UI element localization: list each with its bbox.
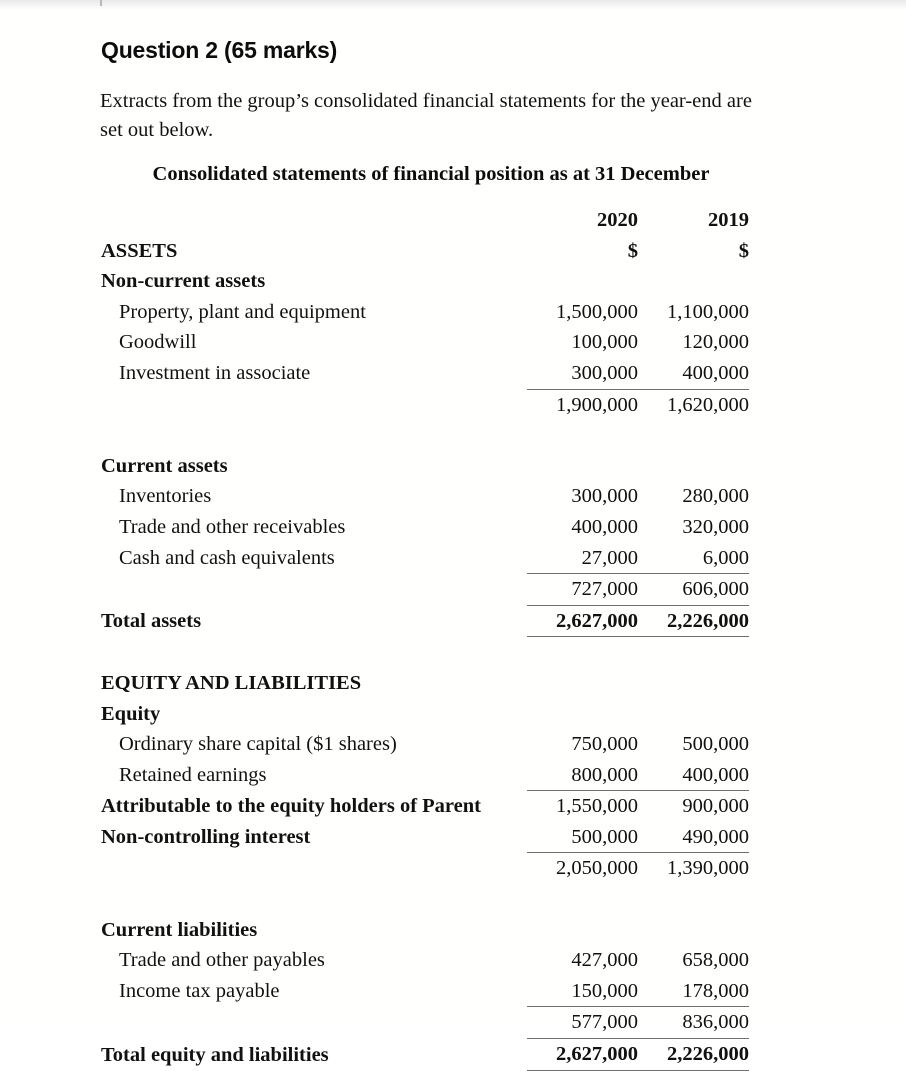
total-value-total-equity-and-liabilities-2020: 2,627,000	[527, 1039, 638, 1071]
row-value-ordinary-share-capital-2019: 500,000	[682, 733, 749, 756]
total-row-total-assets	[101, 605, 749, 637]
scan-edge-artifact	[0, 0, 906, 9]
spacer	[101, 884, 749, 915]
row-label-income-tax-payable: Income tax payable	[119, 980, 280, 1003]
row-value-trade-and-other-receivables-2019: 320,000	[682, 515, 749, 538]
header-label-cell	[101, 205, 527, 236]
table-row	[101, 358, 749, 389]
table-row-attributable-to-parent	[101, 791, 749, 822]
row-value-trade-and-other-payables-2020: 427,000	[571, 949, 638, 972]
row-value-inventories-2019: 280,000	[682, 485, 749, 508]
table-header-years	[101, 205, 749, 236]
subtotal-row-non-current-assets	[101, 389, 749, 420]
subtotal-value-current-liabilities-2020: 577,000	[527, 1007, 638, 1039]
row-value-non-controlling-interest-2020: 500,000	[571, 825, 638, 848]
table-row	[101, 481, 749, 512]
row-value-ordinary-share-capital-2020: 750,000	[571, 733, 638, 756]
subtotal-value-current-liabilities-2019: 836,000	[638, 1007, 749, 1039]
table-row	[101, 512, 749, 543]
row-value-income-tax-payable-2019: 178,000	[682, 979, 749, 1002]
subtotal-value-current-assets-2020: 727,000	[527, 574, 638, 606]
group-heading-non-current-assets-row	[101, 266, 749, 297]
row-label-retained-earnings: Retained earnings	[119, 764, 267, 787]
spacer	[101, 420, 749, 451]
row-label-goodwill: Goodwill	[119, 331, 197, 354]
total-value-total-assets-2020: 2,627,000	[527, 605, 638, 637]
header-year-2019: 2019	[708, 209, 749, 231]
row-label-attributable-to-parent: Attributable to the equity holders of Parent	[101, 795, 481, 818]
row-label-cash-and-cash-equivalents: Cash and cash equivalents	[119, 547, 335, 570]
total-label-total-equity-and-liabilities: Total equity and liabilities	[101, 1043, 329, 1066]
row-value-goodwill-2019: 120,000	[682, 331, 749, 354]
total-row-total-equity-and-liabilities	[101, 1039, 749, 1071]
table-row	[101, 543, 749, 574]
row-value-retained-earnings-2019: 400,000	[682, 763, 749, 786]
question-heading: Question 2 (65 marks)	[101, 37, 338, 63]
row-label-trade-and-other-payables: Trade and other payables	[119, 949, 325, 972]
section-heading-equity-and-liabilities-row	[101, 668, 749, 699]
row-value-retained-earnings-2020: 800,000	[571, 763, 638, 786]
group-heading-equity: Equity	[101, 702, 161, 725]
total-value-total-assets-2019: 2,226,000	[638, 605, 749, 637]
subtotal-value-total-equity-2020: 2,050,000	[527, 853, 638, 884]
group-heading-current-liabilities: Current liabilities	[101, 918, 258, 941]
section-heading-equity-and-liabilities: EQUITY AND LIABILITIES	[101, 671, 362, 694]
group-heading-current-assets-row	[101, 451, 749, 482]
scan-edge-tick	[100, 0, 102, 6]
intro-paragraph: Extracts from the group’s consolidated financial statements for the year-end are set out below.	[100, 90, 752, 141]
subtotal-value-non-current-assets-2019: 1,620,000	[638, 389, 749, 420]
financial-position-table	[101, 205, 749, 1071]
row-value-non-controlling-interest-2019: 490,000	[682, 825, 749, 848]
table-row	[101, 729, 749, 760]
row-label-investment-in-associate: Investment in associate	[119, 362, 311, 385]
header-currency-2019: $	[738, 239, 749, 262]
header-currency-2020: $	[627, 239, 638, 262]
subtotal-label-current-assets	[101, 574, 527, 606]
row-value-investment-in-associate-2020: 300,000	[571, 361, 638, 384]
row-value-income-tax-payable-2020: 150,000	[571, 979, 638, 1002]
row-value-cash-and-cash-equivalents-2020: 27,000	[581, 546, 638, 569]
table-row	[101, 760, 749, 791]
subtotal-row-current-assets	[101, 574, 749, 606]
row-value-ppe-2019: 1,100,000	[667, 300, 749, 323]
table-row-non-controlling-interest	[101, 822, 749, 853]
subtotal-label-non-current-assets	[101, 389, 527, 420]
total-value-total-equity-and-liabilities-2019: 2,226,000	[638, 1039, 749, 1071]
row-label-inventories: Inventories	[119, 485, 212, 508]
header-year-2020: 2020	[597, 209, 638, 231]
subtotal-value-current-assets-2019: 606,000	[638, 574, 749, 606]
row-label-trade-and-other-receivables: Trade and other receivables	[119, 515, 346, 538]
row-value-inventories-2020: 300,000	[571, 485, 638, 508]
group-heading-non-current-assets: Non-current assets	[101, 270, 266, 293]
table-row	[101, 945, 749, 976]
total-label-total-assets: Total assets	[101, 610, 202, 633]
row-value-goodwill-2020: 100,000	[571, 331, 638, 354]
table-row	[101, 297, 749, 328]
row-value-attributable-to-parent-2020: 1,550,000	[527, 791, 638, 822]
subtotal-value-total-equity-2019: 1,390,000	[638, 853, 749, 884]
row-value-trade-and-other-payables-2019: 658,000	[682, 949, 749, 972]
statement-title: Consolidated statements of financial position as at 31 December	[152, 163, 710, 185]
table-row	[101, 976, 749, 1007]
table-row	[101, 327, 749, 358]
section-heading-assets-row	[101, 236, 749, 267]
group-heading-equity-row	[101, 699, 749, 730]
subtotal-row-total-equity	[101, 853, 749, 884]
group-heading-current-liabilities-row	[101, 915, 749, 946]
row-value-trade-and-other-receivables-2020: 400,000	[571, 515, 638, 538]
group-heading-current-assets: Current assets	[101, 454, 228, 477]
section-heading-assets: ASSETS	[101, 239, 178, 262]
subtotal-label-total-equity	[101, 853, 527, 884]
subtotal-row-current-liabilities	[101, 1007, 749, 1039]
row-value-investment-in-associate-2019: 400,000	[682, 361, 749, 384]
row-value-ppe-2020: 1,500,000	[556, 300, 638, 323]
subtotal-value-non-current-assets-2020: 1,900,000	[527, 389, 638, 420]
row-label-non-controlling-interest: Non-controlling interest	[101, 826, 311, 849]
subtotal-label-current-liabilities	[101, 1007, 527, 1039]
row-value-cash-and-cash-equivalents-2019: 6,000	[702, 546, 749, 569]
spacer	[101, 637, 749, 668]
row-value-attributable-to-parent-2019: 900,000	[638, 791, 749, 822]
row-label-ordinary-share-capital: Ordinary share capital ($1 shares)	[119, 733, 397, 756]
row-label-ppe: Property, plant and equipment	[119, 300, 366, 323]
